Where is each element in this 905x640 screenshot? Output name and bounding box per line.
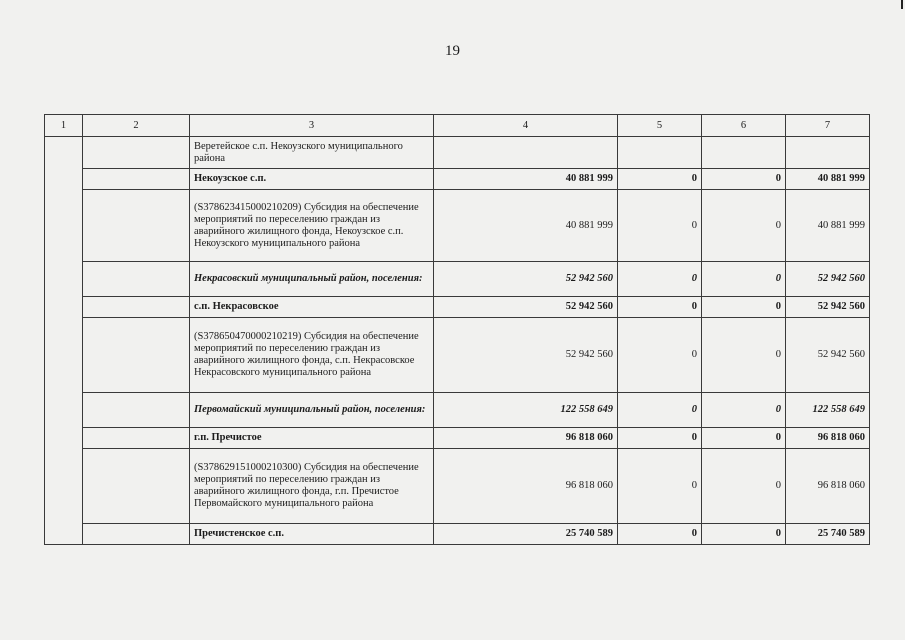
cell-col2 xyxy=(83,428,190,449)
table-row xyxy=(45,524,870,545)
amount-col6: 0 xyxy=(702,297,786,318)
table-row xyxy=(45,190,870,262)
table-row xyxy=(45,262,870,297)
table-row xyxy=(45,137,870,169)
amount-col5: 0 xyxy=(618,524,702,545)
table-row xyxy=(45,297,870,318)
cell-col1-merged xyxy=(45,137,83,545)
amount-col7: 52 942 560 xyxy=(786,297,870,318)
amount-col6: 0 xyxy=(702,169,786,190)
row-name: Веретейское с.п. Некоузского муниципального района xyxy=(190,137,434,169)
amount-col6: 0 xyxy=(702,318,786,393)
amount-col6: 0 xyxy=(702,449,786,524)
cell-col2 xyxy=(83,297,190,318)
column-header-6: 6 xyxy=(702,115,786,137)
amount-col5: 0 xyxy=(618,190,702,262)
cell-col2 xyxy=(83,318,190,393)
amount-col6: 0 xyxy=(702,393,786,428)
table-row xyxy=(45,393,870,428)
amount-col6: 0 xyxy=(702,428,786,449)
amount-col5: 0 xyxy=(618,262,702,297)
cell-col2 xyxy=(83,449,190,524)
row-name: Первомайский муниципальный район, поселения: xyxy=(190,393,434,428)
table-row xyxy=(45,449,870,524)
amount-col7: 52 942 560 xyxy=(786,262,870,297)
amount-col5: 0 xyxy=(618,297,702,318)
row-name: (S378623415000210209) Субсидия на обеспечение мероприятий по переселению граждан из аварийного жилищного фонда, Некоузское с.п. Некоузского муниципального района xyxy=(190,190,434,262)
amount-col7: 25 740 589 xyxy=(786,524,870,545)
scan-edge-mark xyxy=(901,0,903,9)
amount-col6: 0 xyxy=(702,262,786,297)
amount-col5: 0 xyxy=(618,449,702,524)
amount-col4: 96 818 060 xyxy=(434,428,618,449)
amount-col4: 122 558 649 xyxy=(434,393,618,428)
amount-col7: 40 881 999 xyxy=(786,190,870,262)
amount-col4: 40 881 999 xyxy=(434,190,618,262)
page-number: 19 xyxy=(445,43,460,59)
amount-col4: 40 881 999 xyxy=(434,169,618,190)
amount-col4: 52 942 560 xyxy=(434,318,618,393)
amount-col4: 96 818 060 xyxy=(434,449,618,524)
budget-table xyxy=(44,114,870,545)
cell-col2 xyxy=(83,393,190,428)
amount-col7 xyxy=(786,137,870,169)
column-header-4: 4 xyxy=(434,115,618,137)
row-name: (S378650470000210219) Субсидия на обеспечение мероприятий по переселению граждан из аварийного жилищного фонда, с.п. Некрасовское Некрасовского муниципального района xyxy=(190,318,434,393)
cell-col2 xyxy=(83,169,190,190)
row-name: с.п. Некрасовское xyxy=(190,297,434,318)
row-name: Некрасовский муниципальный район, поселения: xyxy=(190,262,434,297)
amount-col6: 0 xyxy=(702,190,786,262)
amount-col4: 52 942 560 xyxy=(434,262,618,297)
table-row xyxy=(45,428,870,449)
row-name: г.п. Пречистое xyxy=(190,428,434,449)
amount-col5: 0 xyxy=(618,428,702,449)
amount-col6 xyxy=(702,137,786,169)
cell-col2 xyxy=(83,262,190,297)
table-row xyxy=(45,318,870,393)
amount-col5 xyxy=(618,137,702,169)
amount-col7: 40 881 999 xyxy=(786,169,870,190)
amount-col5: 0 xyxy=(618,169,702,190)
amount-col7: 122 558 649 xyxy=(786,393,870,428)
amount-col4 xyxy=(434,137,618,169)
row-name: (S378629151000210300) Субсидия на обеспечение мероприятий по переселению граждан из аварийного жилищного фонда, г.п. Пречистое Первомайского муниципального района xyxy=(190,449,434,524)
header-row xyxy=(45,115,870,137)
column-header-2: 2 xyxy=(83,115,190,137)
cell-col2 xyxy=(83,524,190,545)
amount-col7: 52 942 560 xyxy=(786,318,870,393)
column-header-3: 3 xyxy=(190,115,434,137)
amount-col4: 25 740 589 xyxy=(434,524,618,545)
amount-col4: 52 942 560 xyxy=(434,297,618,318)
cell-col2 xyxy=(83,190,190,262)
column-header-5: 5 xyxy=(618,115,702,137)
amount-col6: 0 xyxy=(702,524,786,545)
column-header-1: 1 xyxy=(45,115,83,137)
amount-col5: 0 xyxy=(618,393,702,428)
row-name: Некоузское с.п. xyxy=(190,169,434,190)
column-header-7: 7 xyxy=(786,115,870,137)
amount-col7: 96 818 060 xyxy=(786,449,870,524)
amount-col7: 96 818 060 xyxy=(786,428,870,449)
amount-col5: 0 xyxy=(618,318,702,393)
cell-col2 xyxy=(83,137,190,169)
row-name: Пречистенское с.п. xyxy=(190,524,434,545)
table-row xyxy=(45,169,870,190)
